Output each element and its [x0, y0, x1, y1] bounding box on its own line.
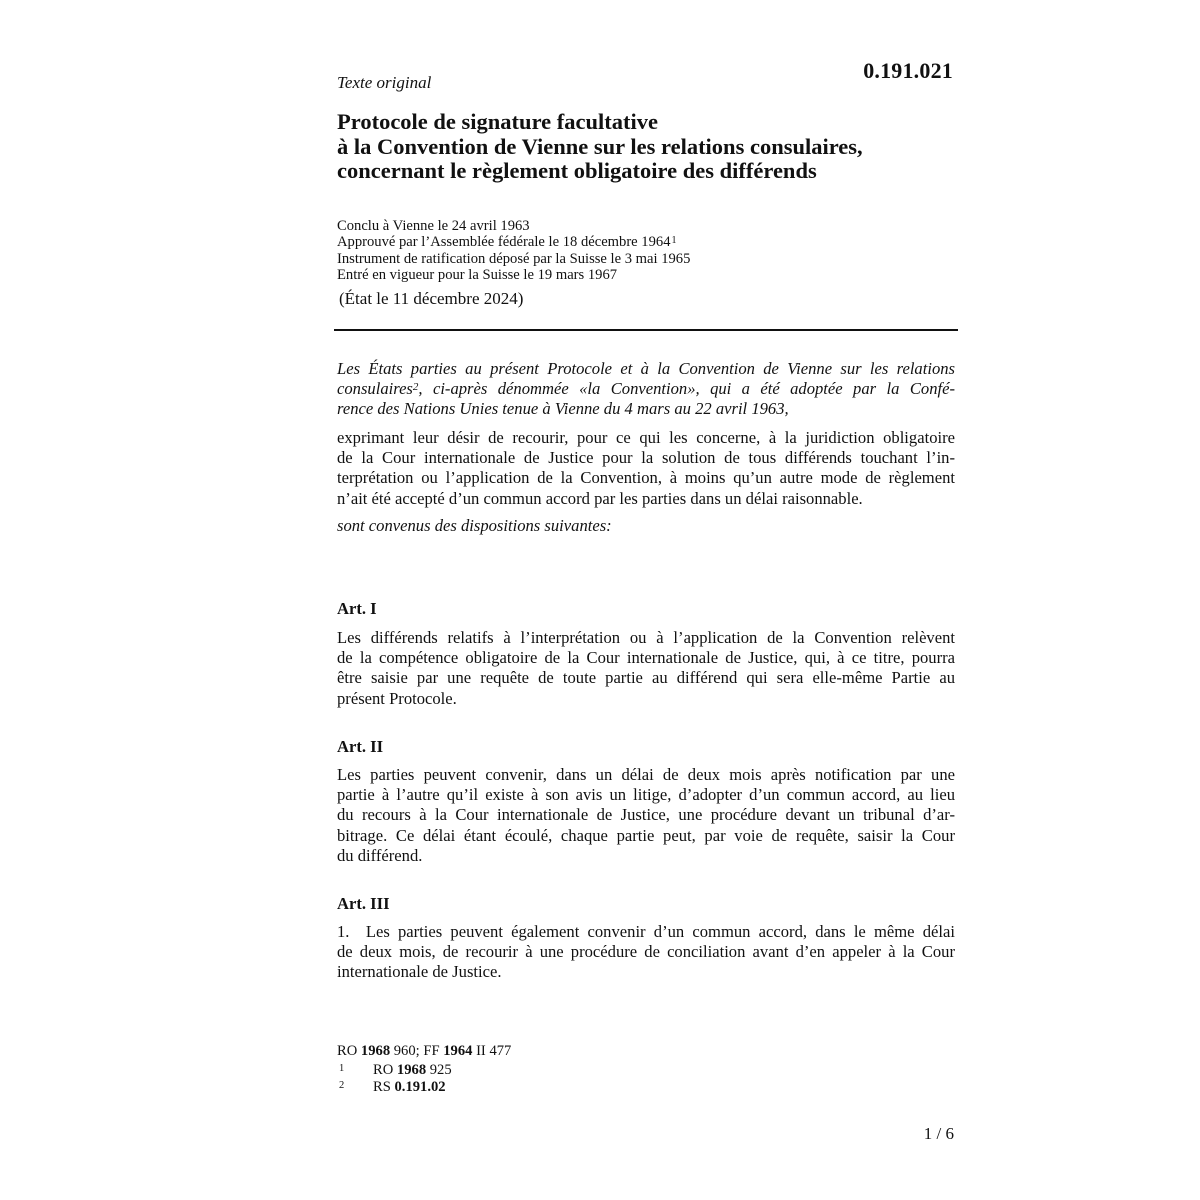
texte-original-label: Texte original	[337, 73, 432, 92]
footnote-ref-1[interactable]: 1	[671, 235, 677, 247]
state-date: (État le 11 décembre 2024)	[339, 289, 524, 308]
in-force-date: Entré en vigueur pour la Suisse le 19 mars 1967	[337, 266, 618, 283]
sr-number: 0.191.021	[863, 58, 953, 83]
article-3-body: 1. Les parties peuvent également convenir d’un commun accord, dans le même délai de deux mois, de recourir à une procédure de conciliation avant d’en appeler à la Cour internationale de Justice.	[337, 922, 955, 982]
document-page	[337, 0, 957, 1200]
title-line-2: à la Convention de Vienne sur les relations consulaires,	[337, 133, 863, 159]
title-line-1: Protocole de signature facultative	[337, 109, 658, 134]
concluded-date: Conclu à Vienne le 24 avril 1963	[337, 218, 530, 234]
approved-date: Approuvé par l’Assemblée fédérale le 18 décembre 1964$^1$	[337, 234, 677, 251]
article-1-body: Les différends relatifs à l’interprétation ou à l’application de la Convention relèvent de la compétence obligatoire de la Cour internationale de Justice, qui, à ce titre, pourra être saisie par une requête de toute partie au différend qui sera elle-même Partie au présent Protocole.	[337, 628, 955, 708]
source-reference: RO 1968 960; FF 1964 II 477	[337, 1043, 512, 1059]
header-divider	[334, 329, 958, 331]
ratification-date: Instrument de ratification déposé par la Suisse le 3 mai 1965	[337, 250, 691, 267]
preamble-intro: Les États parties au présent Protocole et à la Convention de Vienne sur les relations consulaires$^2$, ci-après dénommée «la Convention», qui a été adoptée par la Confé- rence des Nations Unies tenue à Vienne du 4 mars au 22 avril 1963,	[337, 359, 955, 419]
footnote-ref-2[interactable]: 2	[412, 381, 419, 394]
footnote-2: 2 RS 0.191.02	[339, 1079, 446, 1095]
article-1-heading: Art. I	[337, 599, 377, 618]
page-number: 1 / 6	[923, 1124, 954, 1143]
document-title	[337, 110, 957, 184]
title-line-3: concernant le règlement obligatoire des différends	[337, 158, 817, 183]
preamble-desire: exprimant leur désir de recourir, pour ce qui les concerne, à la juridiction obligatoire de la Cour internationale de Justice pour la solution de tous différends touchant l’in- terprétation ou l’application de la Convention, à moins qu’un autre mode de règlement n’ait été accepté d’un commun accord par les parties dans un délai raisonnable.	[337, 428, 955, 508]
footnotes	[337, 1043, 511, 1096]
treaty-metadata	[337, 218, 690, 283]
article-2-heading: Art. II	[337, 737, 384, 756]
footnote-1: 1 RO 1968 925	[339, 1062, 452, 1078]
article-3-heading: Art. III	[337, 894, 390, 913]
article-2-body: Les parties peuvent convenir, dans un délai de deux mois après notification par une partie à l’autre qu’il existe à son avis un litige, d’adopter d’un commun accord, au lieu du recours à la Cour internationale de Justice, une procédure devant un tribunal d’ar- bitrage. Ce délai étant écoulé, chaque partie peut, par voie de requête, saisir la Cour du différend.	[337, 765, 955, 865]
preamble-agreed: sont convenus des dispositions suivantes:	[337, 516, 612, 535]
